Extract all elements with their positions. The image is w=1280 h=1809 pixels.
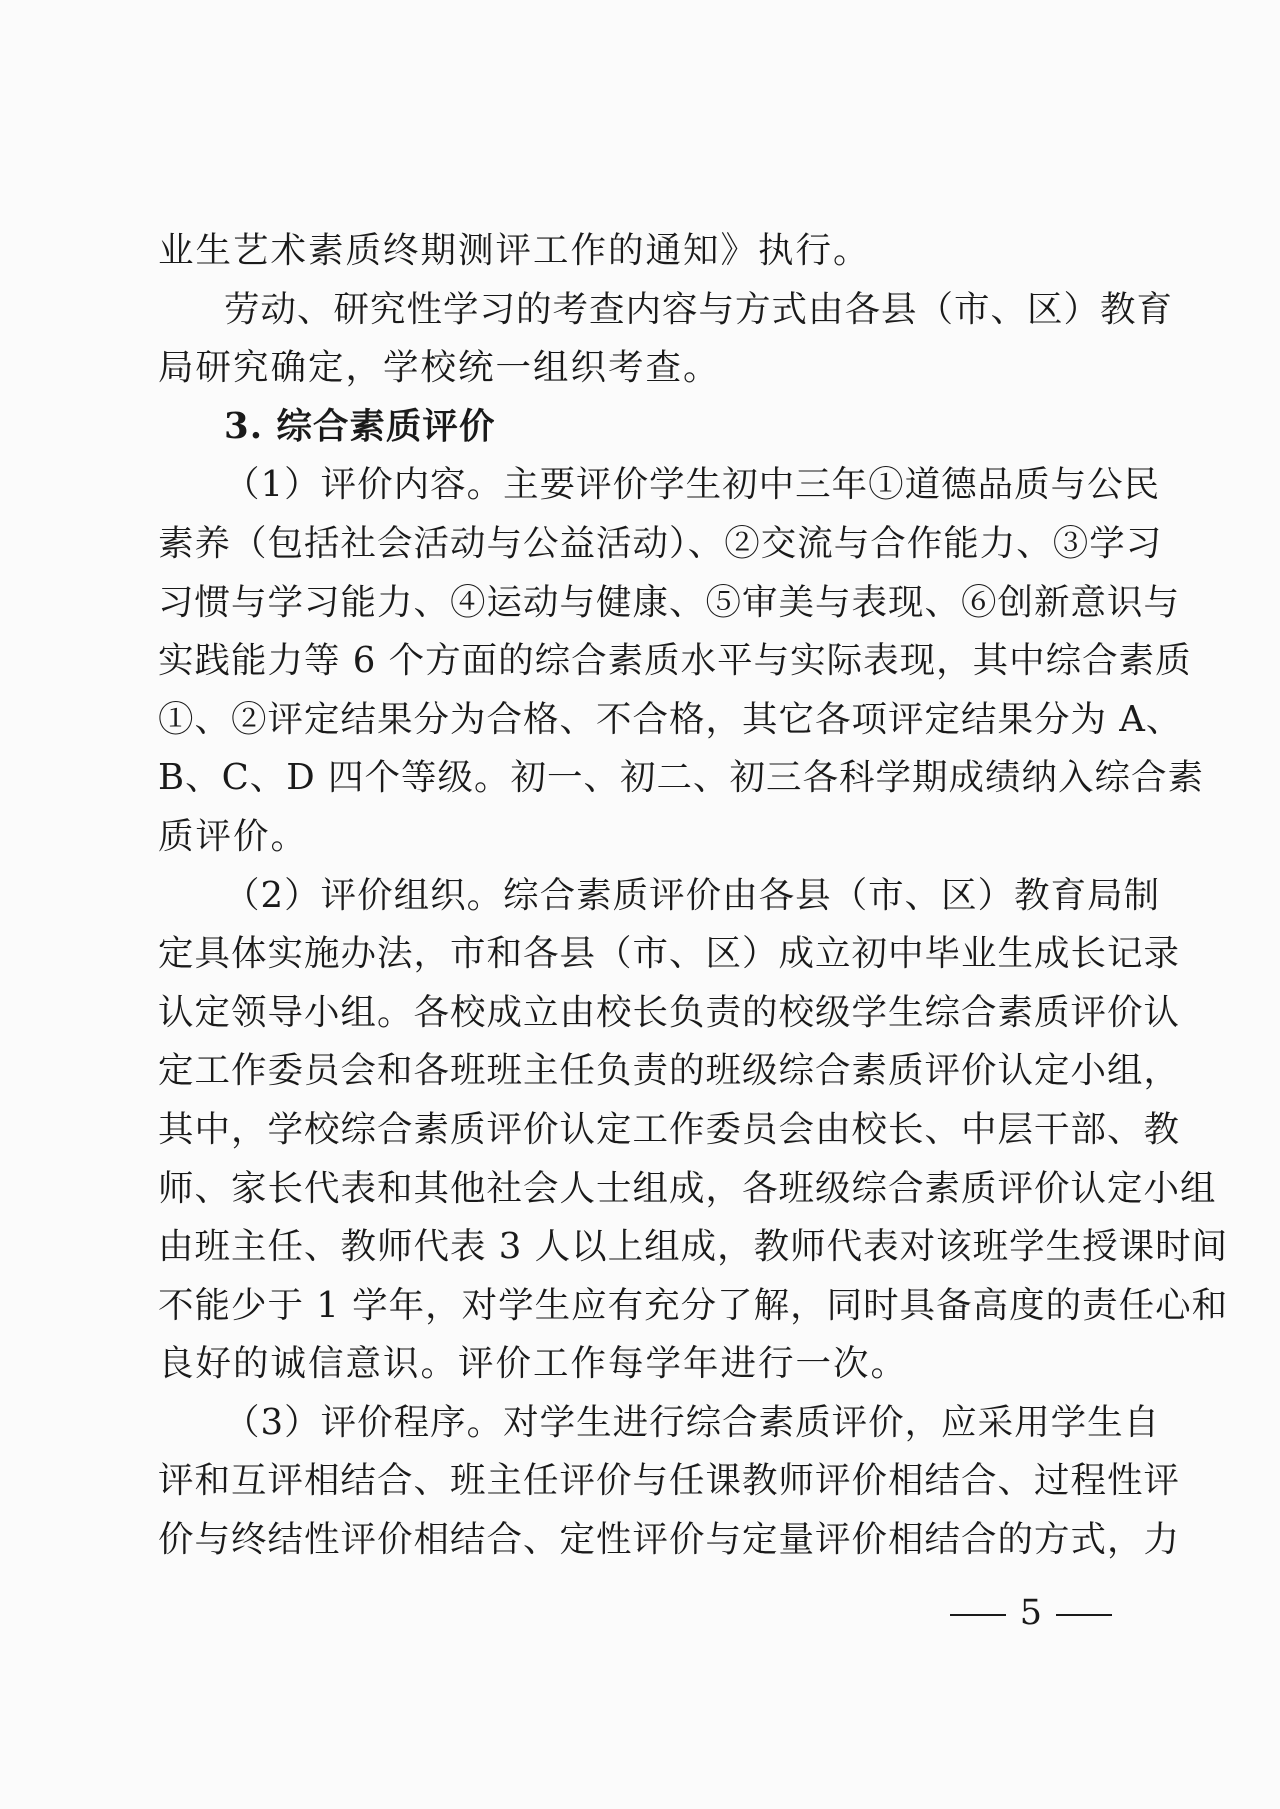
text-line: 价与终结性评价相结合、定性评价与定量评价相结合的方式，力 [158,1519,1181,1561]
text-line: （1）评价内容。主要评价学生初中三年①道德品质与公民 [224,464,1161,506]
footer-dash-right [1056,1614,1112,1616]
text-line: 师、家长代表和其他社会人士组成，各班级综合素质评价认定小组 [158,1167,1217,1209]
text-line: （3）评价程序。对学生进行综合素质评价，应采用学生自 [224,1401,1161,1443]
text-line: 局研究确定，学校统一组织考查。 [158,347,721,389]
text-line: 其中，学校综合素质评价认定工作委员会由校长、中层干部、教 [158,1108,1181,1150]
text-line: 实践能力等 6 个方面的综合素质水平与实际表现，其中综合素质 [158,640,1192,682]
text-line: 由班主任、教师代表 3 人以上组成，教师代表对该班学生授课时间 [158,1226,1229,1268]
text-line: 素养（包括社会活动与公益活动）、②交流与合作能力、③学习 [158,522,1163,564]
text-line: 良好的诚信意识。评价工作每学年进行一次。 [158,1343,909,1385]
text-line: ①、②评定结果分为合格、不合格，其它各项评定结果分为 A、 [158,698,1183,740]
text-line: 定具体实施办法，市和各县（市、区）成立初中毕业生成长记录 [158,933,1181,975]
text-line: 质评价。 [158,815,309,857]
text-line: 评和互评相结合、班主任评价与任课教师评价相结合、过程性评 [158,1460,1181,1502]
text-line: 不能少于 1 学年，对学生应有充分了解，同时具备高度的责任心和 [158,1284,1229,1326]
text-line: B、C、D 四个等级。初一、初二、初三各科学期成绩纳入综合素 [158,757,1204,799]
text-line: 业生艺术素质终期测评工作的通知》执行。 [158,230,871,271]
footer-dash-left [950,1614,1006,1616]
section-heading: 3. 综合素质评价 [224,405,496,447]
page-footer [950,1593,1112,1633]
text-line: 习惯与学习能力、④运动与健康、⑤审美与表现、⑥创新意识与 [158,581,1181,623]
text-line: （2）评价组织。综合素质评价由各县（市、区）教育局制 [224,874,1161,916]
text-line: 认定领导小组。各校成立由校长负责的校级学生综合素质评价认 [158,991,1181,1033]
text-line: 劳动、研究性学习的考查内容与方式由各县（市、区）教育 [224,288,1174,330]
page-number: 5 [1019,1593,1042,1633]
text-line: 定工作委员会和各班班主任负责的班级综合素质评价认定小组， [158,1050,1181,1092]
body-text [158,222,1229,1570]
